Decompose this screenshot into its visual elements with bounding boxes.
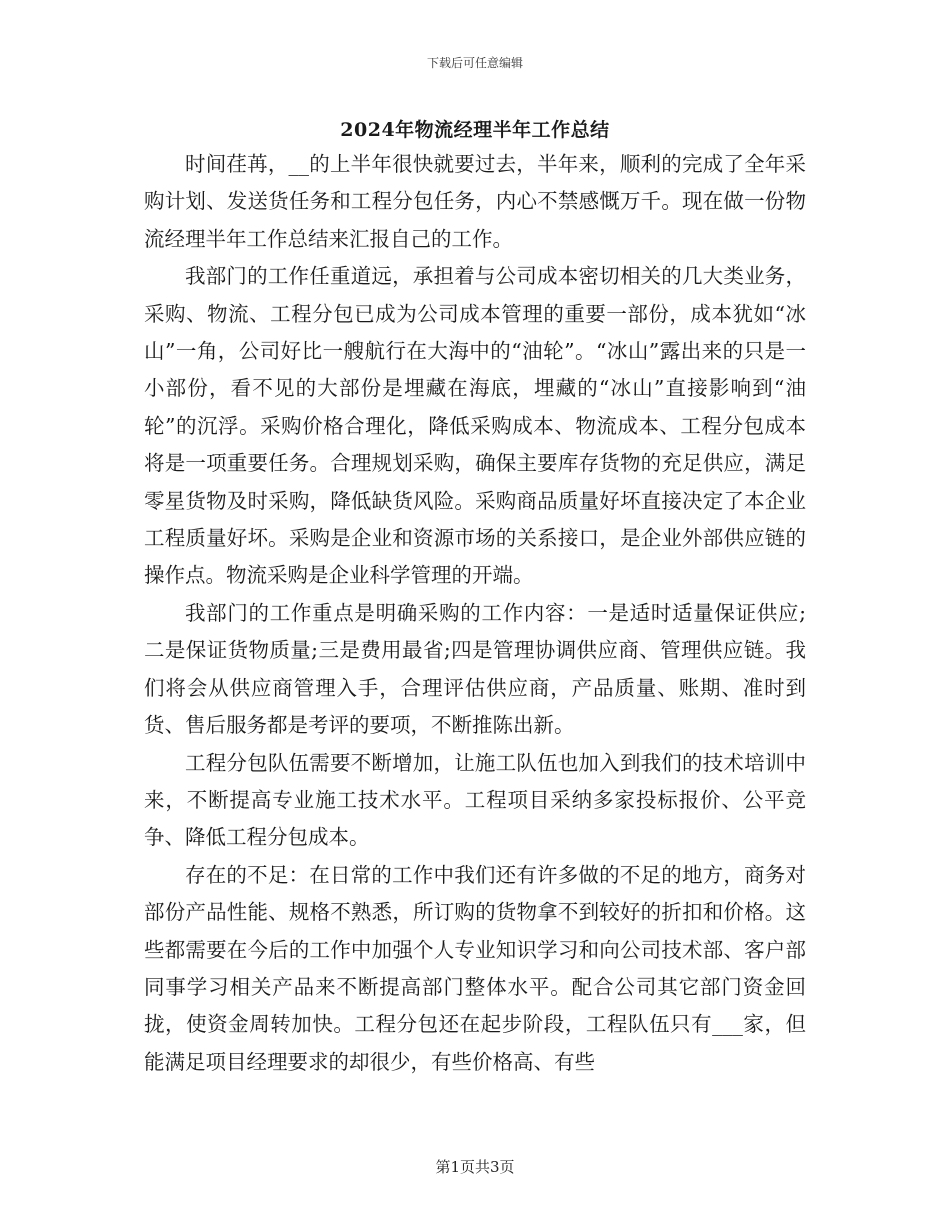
paragraph-shortcomings: 存在的不足：在日常的工作中我们还有许多做的不足的地方，商务对部份产品性能、规格不熟悉，所订购的货物拿不到较好的折扣和价格。这些都需要在今后的工作中加强个人专业知识学习和向公司技术部、客户部同事学习相关产品来不断提高部门整体水平。配合公司其它部门资金回拢，使资金周转加快。工程分包还在起步阶段，工程队伍只有___家，但能满足项目经理要求的却很少，有些价格高、有些	[144, 862, 806, 1074]
paragraph-subcontracting: 工程分包队伍需要不断增加，让施工队伍也加入到我们的技术培训中来，不断提高专业施工技术水平。工程项目采纳多家投标报价、公平竞争、降低工程分包成本。	[144, 750, 806, 850]
header-note: 下载后可任意编辑	[426, 56, 523, 70]
paragraph-department-duties: 我部门的工作任重道远，承担着与公司成本密切相关的几大类业务，采购、物流、工程分包已成为公司成本管理的重要一部份，成本犹如“冰山”一角，公司好比一艘航行在大海中的“油轮”。“冰山”露出来的只是一小部份，看不见的大部份是埋藏在海底，埋藏的“冰山”直接影响到“油轮”的沉浮。采购价格合理化，降低采购成本、物流成本、工程分包成本将是一项重要任务。合理规划采购，确保主要库存货物的充足供应，满足零星货物及时采购，降低缺货风险。采购商品质量好坏直接决定了本企业工程质量好坏。采购是企业和资源市场的关系接口，是企业外部供应链的操作点。物流采购是企业科学管理的开端。	[144, 264, 806, 588]
document-title: 2024年物流经理半年工作总结	[340, 119, 610, 141]
document-body	[144, 146, 806, 1081]
paragraph-work-focus: 我部门的工作重点是明确采购的工作内容：一是适时适量保证供应;二是保证货物质量;三是费用最省;四是管理协调供应商、管理供应链。我们将会从供应商管理入手，合理评估供应商，产品质量、账期、准时到货、售后服务都是考评的要项，不断推陈出新。	[144, 600, 806, 738]
paragraph-intro: 时间荏苒，__的上半年很快就要过去，半年来，顺利的完成了全年采购计划、发送货任务和工程分包任务，内心不禁感慨万千。现在做一份物流经理半年工作总结来汇报自己的工作。	[144, 152, 806, 251]
page-footer: 第1页共3页	[435, 1158, 515, 1176]
